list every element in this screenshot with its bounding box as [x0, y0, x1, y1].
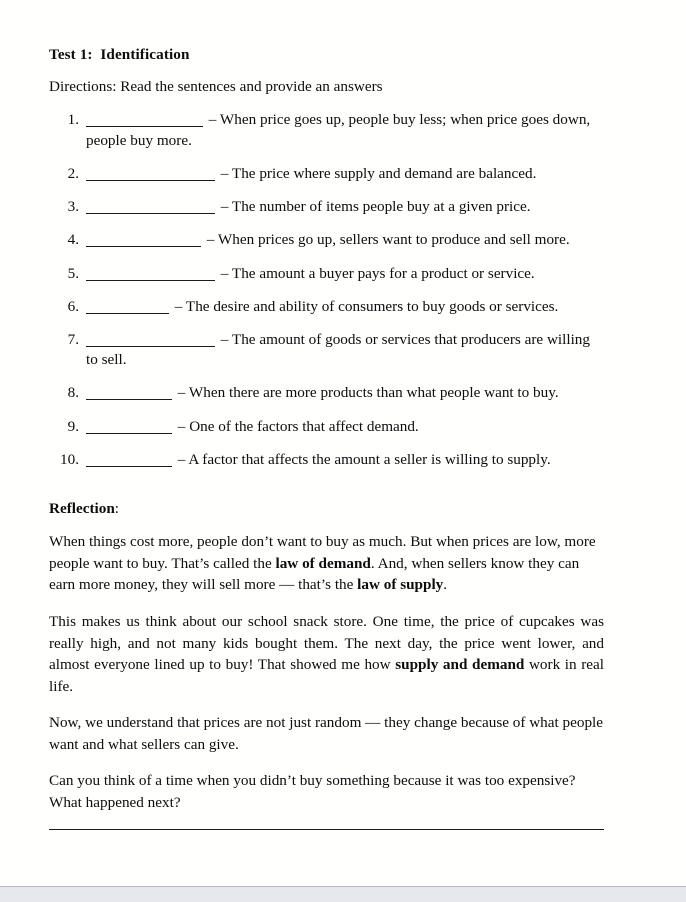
- document-content: [49, 47, 604, 830]
- item-number: 6.: [67, 297, 79, 315]
- emphasized-term: law of demand: [275, 554, 371, 572]
- answer-blank[interactable]: [86, 169, 215, 181]
- item-text: – When price goes up, people buy less; when price goes down, people buy more.: [86, 111, 591, 149]
- paragraph-text: Now, we understand that prices are not just random — they change because of what people want and what sellers can give.: [49, 714, 604, 753]
- reflection-paragraph: [49, 712, 604, 755]
- reflection-paragraph: [49, 770, 604, 813]
- item-text: – One of the factors that affect demand.: [174, 417, 419, 435]
- identification-item: [49, 450, 604, 470]
- item-number: 3.: [67, 198, 79, 216]
- identification-item: [49, 417, 604, 437]
- item-number: 7.: [67, 330, 79, 348]
- answer-blank[interactable]: [86, 455, 172, 467]
- identification-items-list: [49, 110, 604, 470]
- answer-blank[interactable]: [86, 202, 215, 214]
- page-title: Test 1: Identification: [49, 46, 190, 63]
- item-text: – The price where supply and demand are balanced.: [217, 164, 537, 182]
- reflection-paragraphs: [49, 531, 604, 813]
- item-number: 8.: [67, 384, 79, 402]
- item-number: 9.: [67, 417, 79, 435]
- identification-item: [49, 197, 604, 217]
- paragraph-text: .: [443, 576, 448, 594]
- answer-blank[interactable]: [86, 269, 215, 281]
- answer-blank[interactable]: [86, 115, 203, 127]
- item-number: 10.: [60, 450, 79, 468]
- reflection-paragraph: [49, 611, 604, 697]
- reflection-heading-label: Reflection: [49, 500, 115, 518]
- answer-blank[interactable]: [86, 235, 201, 247]
- paragraph-text: When things cost more, people don’t want to buy as much. But when prices are low, more people want to buy. That’s called the: [49, 533, 596, 572]
- answer-line[interactable]: [49, 829, 604, 830]
- answer-blank[interactable]: [86, 422, 172, 434]
- answer-blank[interactable]: [86, 388, 172, 400]
- identification-item: [49, 164, 604, 184]
- paragraph-text: . And, when sellers know they can earn more money, they will sell more — that’s the: [49, 554, 580, 594]
- item-text: – A factor that affects the amount a seller is willing to supply.: [174, 450, 551, 468]
- paragraph-text: This makes us think about our school snack store. One time, the price of cupcakes was really high, and not many kids bought them. The next day, the price went lower, and almost everyone lined up to buy! That showed me how: [49, 612, 604, 674]
- identification-item: [49, 264, 604, 284]
- item-text: – The number of items people buy at a given price.: [217, 198, 531, 216]
- identification-item: [49, 330, 604, 370]
- reflection-paragraph: [49, 531, 604, 596]
- item-number: 1.: [67, 111, 79, 129]
- identification-item: [49, 297, 604, 317]
- answer-blank[interactable]: [86, 302, 169, 314]
- answer-blank[interactable]: [86, 335, 215, 347]
- item-number: 5.: [67, 264, 79, 282]
- emphasized-term: law of supply: [357, 576, 444, 594]
- reflection-heading: [49, 501, 604, 516]
- paragraph-text: work in real life.: [49, 656, 604, 695]
- directions-text: Directions: Read the sentences and provide an answers: [49, 78, 383, 96]
- item-text: – The amount of goods or services that producers are willing to sell.: [86, 330, 590, 369]
- item-number: 2.: [67, 164, 79, 182]
- identification-item: [49, 230, 604, 250]
- identification-item: [49, 383, 604, 403]
- reflection-heading-colon: :: [114, 500, 120, 518]
- item-text: – The desire and ability of consumers to buy goods or services.: [171, 297, 559, 315]
- paragraph-text: Can you think of a time when you didn’t buy something because it was too expensive? What happened next?: [49, 772, 576, 812]
- emphasized-term: supply and demand: [395, 656, 525, 674]
- item-text: – When there are more products than what people want to buy.: [174, 384, 559, 402]
- item-text: – When prices go up, sellers want to produce and sell more.: [203, 231, 570, 249]
- item-text: – The amount a buyer pays for a product or service.: [217, 264, 535, 282]
- item-number: 4.: [67, 231, 79, 249]
- identification-item: [49, 110, 604, 150]
